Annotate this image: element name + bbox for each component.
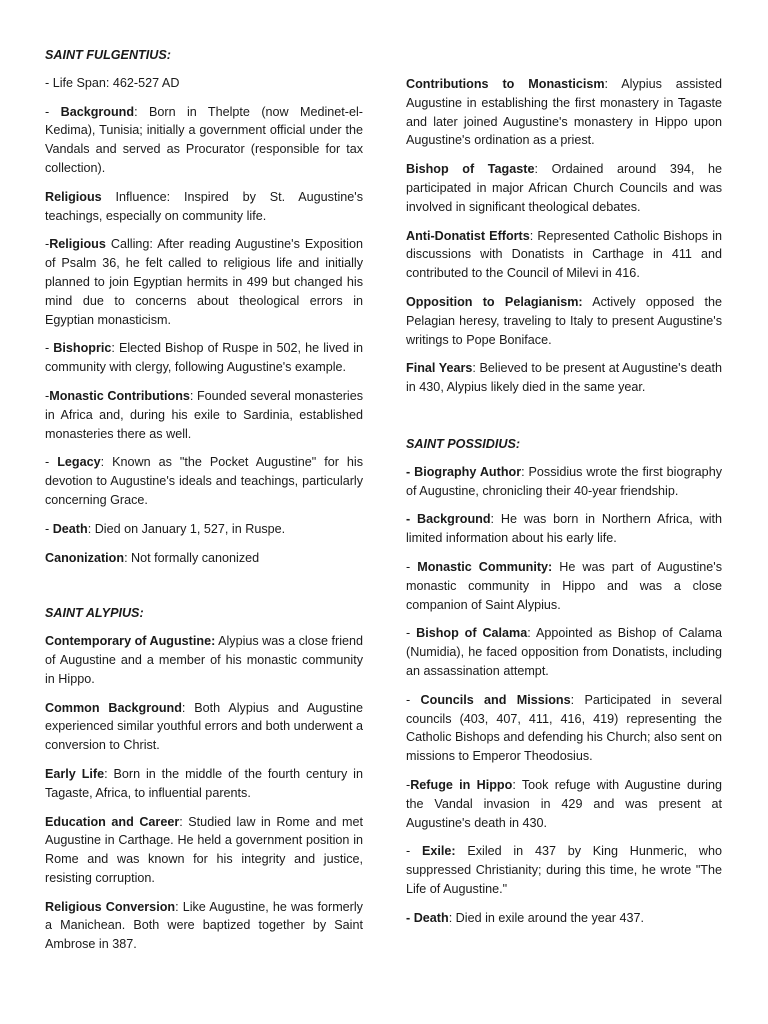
paragraph <box>45 453 363 509</box>
paragraph-lead: Monastic Community: <box>417 559 553 574</box>
alypius-paragraphs <box>45 632 363 954</box>
paragraph <box>406 558 722 614</box>
paragraph-lead: Common Background <box>45 700 182 715</box>
paragraph-text: : Alypius assisted Augustine in establishing the first monastery in Tagaste and later joined Augustine's monastery in Hippo upon Augustine's ordination as a priest. <box>406 77 722 148</box>
paragraph <box>406 842 722 898</box>
paragraph <box>406 293 722 349</box>
paragraph-text: Calling: After reading Augustine's Exposition of Psalm 36, he felt called to religious life and initially planned to join Egyptian hermits in 499 but changed his mind due to concerns about theological errors in Egyptian monasticism. <box>45 237 363 327</box>
section-alypius <box>45 604 363 954</box>
paragraph-text: : Possidius wrote the first biography of Augustine, chronicling their 40-year friendship. <box>406 464 722 498</box>
paragraph-text: : Took refuge with Augustine during the Vandal invasion in 429 and was present at Augustine's death in 430. <box>406 777 722 830</box>
paragraph-prefix: - <box>406 844 422 859</box>
paragraph <box>45 632 363 688</box>
paragraph-lead: Anti-Donatist Efforts <box>406 228 530 243</box>
paragraph-lead: Legacy <box>57 455 101 470</box>
paragraph-prefix: - <box>45 104 61 119</box>
paragraph-text: : Like Augustine, he was formerly a Manichean. Both were baptized together by Saint Ambrose in 387. <box>45 899 363 952</box>
paragraph-lead: Monastic Contributions <box>49 388 190 403</box>
paragraph-lead: Opposition to Pelagianism: <box>406 294 583 309</box>
paragraph-prefix: - <box>45 521 53 536</box>
section-title-fulgentius: SAINT FULGENTIUS: <box>45 48 171 62</box>
paragraph-text: : Believed to be present at Augustine's death in 430, Alypius likely died in the same year. <box>406 361 722 395</box>
paragraph-lead: Bishop of Calama <box>416 626 528 641</box>
paragraph-prefix: - <box>406 692 421 707</box>
paragraph-text: : Born in Thelpte (now Medinet-el-Kedima), Tunisia; initially a government official under the Vandals and served as Procurator (responsible for tax collection). <box>45 104 363 175</box>
paragraph <box>45 235 363 329</box>
paragraph <box>45 74 363 93</box>
paragraph-prefix: - <box>406 559 418 574</box>
paragraph-text: Actively opposed the Pelagian heresy, traveling to Italy to present Augustine's writings to Pope Boniface. <box>406 294 722 347</box>
paragraph <box>406 227 722 283</box>
paragraph <box>45 387 363 443</box>
possidius-paragraphs <box>406 463 722 928</box>
paragraph-lead: Bishop of Tagaste <box>406 162 535 177</box>
paragraph-text: : Elected Bishop of Ruspe in 502, he lived in community with clergy, following Augustine's example. <box>45 341 363 375</box>
paragraph-text: Alypius was a close friend of Augustine and a member of his monastic community in Hippo. <box>45 634 363 686</box>
paragraph-lead: Canonization <box>45 550 125 565</box>
paragraph-text: : Both Alypius and Augustine experienced similar youthful errors and both underwent a conversion to Christ. <box>45 700 363 753</box>
paragraph-lead: Councils and Missions <box>420 692 571 707</box>
paragraph-text: : Studied law in Rome and met Augustine in Carthage. He held a government position in Rome and was known for his integrity and justice, resisting corruption. <box>45 814 363 885</box>
paragraph <box>45 339 363 377</box>
paragraph-lead: - Background <box>406 512 491 527</box>
paragraph <box>45 765 363 803</box>
paragraph-text: : Appointed as Bishop of Calama (Numidia), he faced opposition from Donatists, including an assassination attempt. <box>406 626 722 678</box>
paragraph <box>406 160 722 216</box>
paragraph <box>45 103 363 178</box>
paragraph <box>45 188 363 226</box>
section-fulgentius <box>45 46 363 567</box>
paragraph <box>45 898 363 954</box>
paragraph-lead: Contributions to Monasticism <box>406 77 605 91</box>
paragraph <box>406 75 722 150</box>
paragraph-text: : Represented Catholic Bishops in discussions with Donatists in Carthage in 411 and contributed to the Council of Milevi in 416. <box>406 228 722 281</box>
paragraph <box>406 510 722 548</box>
paragraph-text: Exiled in 437 by King Hunmeric, who suppressed Christianity; during this time, he wrote "The Life of Augustine." <box>406 844 722 896</box>
paragraph-lead: Exile: <box>421 844 456 859</box>
paragraph-lead: Religious <box>49 237 106 252</box>
paragraph-prefix: - <box>45 237 50 252</box>
paragraph-lead: Final Years <box>406 361 473 376</box>
paragraph-lead: - Death <box>406 910 449 925</box>
section-possidius <box>406 435 722 928</box>
section-title-alypius: SAINT ALYPIUS: <box>45 606 144 621</box>
paragraph <box>406 909 722 928</box>
paragraph <box>45 520 363 539</box>
paragraph-lead: Religious <box>45 189 102 204</box>
paragraph-text: : Founded several monasteries in Africa and, during his exile to Sardinia, established monasteries there as well. <box>45 388 364 441</box>
right-column <box>406 75 722 937</box>
section-gap <box>45 577 363 604</box>
paragraph-text: : Born in the middle of the fourth century in Tagaste, Africa, to influential parents. <box>45 766 363 800</box>
paragraph-prefix: - <box>406 626 417 641</box>
fulgentius-paragraphs <box>45 74 363 568</box>
paragraph-lead: Early Life <box>45 766 105 781</box>
paragraph <box>45 549 363 568</box>
section-gap <box>406 407 722 435</box>
paragraph-text: : He was born in Northern Africa, with limited information about his early life. <box>406 512 722 546</box>
paragraph <box>406 691 722 766</box>
paragraph <box>406 359 722 397</box>
paragraph-lead: Death <box>52 521 88 536</box>
paragraph-text: : Ordained around 394, he participated in major African Church Councils and was involved in significant theological debates. <box>406 162 722 214</box>
alypius-continued-paragraphs <box>406 75 722 397</box>
paragraph <box>45 699 363 755</box>
paragraph-prefix: - <box>406 777 411 792</box>
paragraph-lead: Background <box>60 104 135 119</box>
paragraph-prefix: - <box>45 388 50 403</box>
paragraph-text: : Not formally canonized <box>124 550 260 565</box>
paragraph-lead: Religious Conversion <box>45 899 176 914</box>
paragraph <box>406 624 722 680</box>
section-alypius-continued <box>406 75 722 397</box>
section-title-possidius: SAINT POSSIDIUS: <box>406 436 521 451</box>
paragraph <box>406 776 722 832</box>
paragraph <box>406 463 722 501</box>
paragraph-text: : Known as "the Pocket Augustine" for his devotion to Augustine's ideals and teachings, particularly concerning Grace. <box>45 455 363 507</box>
paragraph-text: : Died on January 1, 527, in Ruspe. <box>87 521 286 536</box>
left-column <box>45 46 363 964</box>
paragraph-text: He was part of Augustine's monastic community in Hippo and was a close companion of Saint Alypius. <box>406 559 722 612</box>
paragraph-lead: Bishopric <box>53 341 112 356</box>
paragraph <box>45 813 363 888</box>
paragraph-lead: - Biography Author <box>406 464 522 479</box>
paragraph-prefix: - <box>45 341 54 356</box>
paragraph-lead: Education and Career <box>45 814 180 829</box>
paragraph-text: - Life Span: 462-527 AD <box>45 75 180 90</box>
paragraph-prefix: - <box>45 455 58 470</box>
paragraph-text: : Died in exile around the year 437. <box>448 910 645 925</box>
paragraph-text: : Participated in several councils (403, 407, 411, 416, 419) representing the Catholic Bishops and defending his Church; also sent on missions to Emperor Theodosius. <box>406 692 723 764</box>
paragraph-lead: Refuge in Hippo <box>410 777 513 792</box>
paragraph-lead: Contemporary of Augustine: <box>45 634 216 649</box>
paragraph-text: Influence: Inspired by St. Augustine's teachings, especially on community life. <box>45 189 363 223</box>
